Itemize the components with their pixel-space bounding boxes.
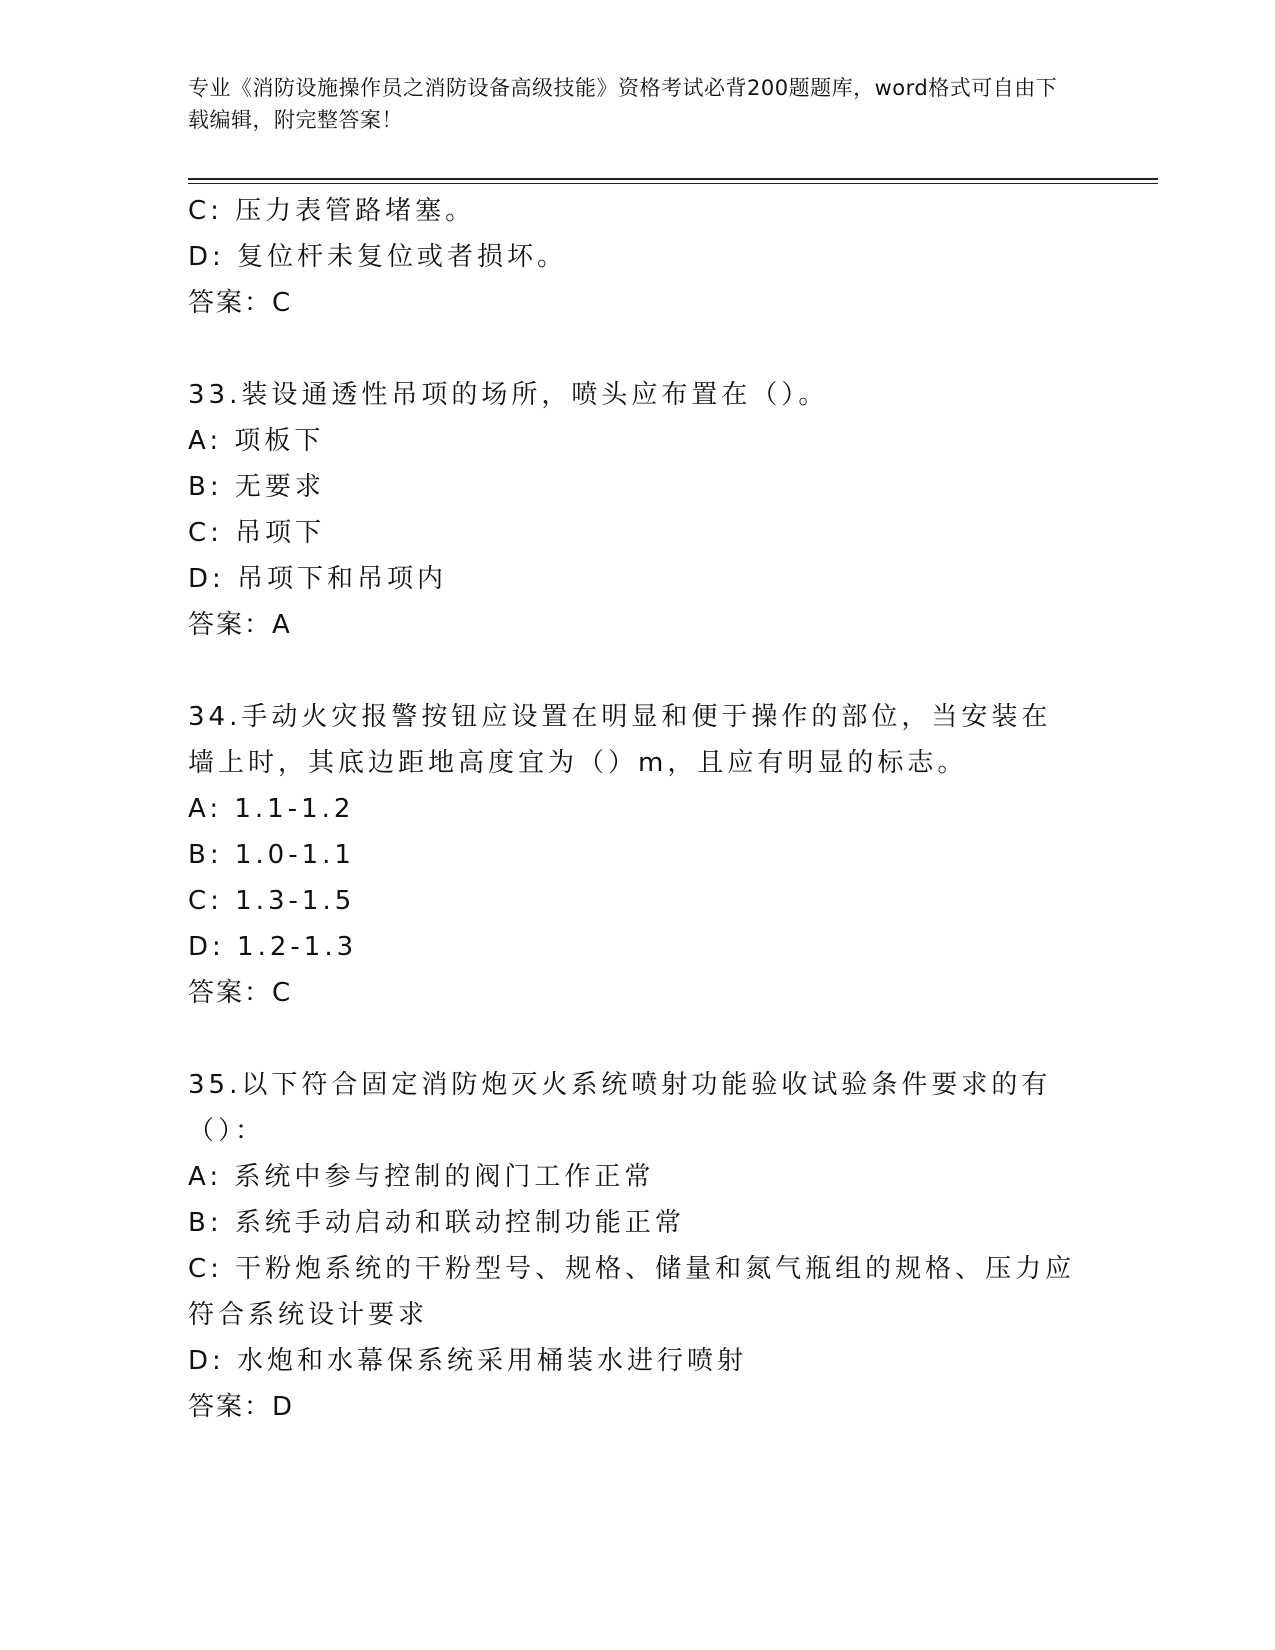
header-divider-thick — [188, 178, 1158, 180]
question-block-34 — [188, 694, 1078, 1016]
spacer — [188, 648, 1078, 694]
option-c: C: 吊项下 — [188, 518, 326, 548]
option-a: A: 系统中参与控制的阀门工作正常 — [188, 1162, 655, 1192]
document-header: 专业《消防设施操作员之消防设备高级技能》资格考试必背200题题库，word格式可自由下载编辑，附完整答案！ — [188, 76, 1058, 132]
spacer — [188, 326, 1078, 372]
answer-text: 答案：C — [188, 978, 293, 1008]
option-b: B: 1.0-1.1 — [188, 840, 355, 870]
option-c: C: 干粉炮系统的干粉型号、规格、储量和氮气瓶组的规格、压力应符合系统设计要求 — [188, 1254, 1076, 1330]
answer-text: 答案：C — [188, 288, 293, 318]
option-a: A: 1.1-1.2 — [188, 794, 355, 824]
option-d: D: 吊项下和吊项内 — [188, 564, 448, 594]
option-b: B: 系统手动启动和联动控制功能正常 — [188, 1208, 685, 1238]
question-list — [188, 188, 1078, 1430]
header-divider-thin — [188, 183, 1158, 184]
spacer — [188, 1016, 1078, 1062]
answer-text: 答案：A — [188, 610, 292, 640]
option-d: D: 复位杆未复位或者损坏。 — [188, 242, 568, 272]
question-block-35 — [188, 1062, 1078, 1430]
option-d: D: 水炮和水幕保系统采用桶装水进行喷射 — [188, 1346, 748, 1376]
option-a: A: 项板下 — [188, 426, 325, 456]
question-block-33 — [188, 372, 1078, 648]
option-c: C: 压力表管路堵塞。 — [188, 196, 476, 226]
option-d: D: 1.2-1.3 — [188, 932, 358, 962]
question-text: 35.以下符合固定消防炮灭火系统喷射功能验收试验条件要求的有（）： — [188, 1070, 1052, 1146]
option-c: C: 1.3-1.5 — [188, 886, 356, 916]
question-block-32 — [188, 188, 1078, 326]
option-b: B: 无要求 — [188, 472, 325, 502]
question-text: 33.装设通透性吊项的场所，喷头应布置在（）。 — [188, 380, 829, 410]
question-text: 34.手动火灾报警按钮应设置在明显和便于操作的部位，当安装在墙上时，其底边距地高度宜为（）m，且应有明显的标志。 — [188, 702, 1052, 778]
answer-text: 答案：D — [188, 1392, 295, 1422]
